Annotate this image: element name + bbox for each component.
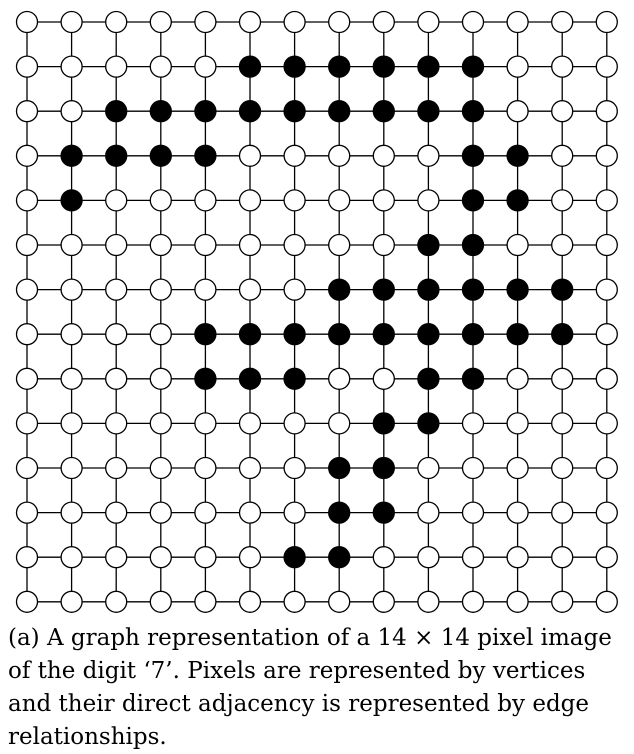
vertex-empty <box>106 190 127 211</box>
vertex-filled <box>106 101 127 122</box>
vertex-empty <box>507 547 528 568</box>
vertex-empty <box>596 547 617 568</box>
vertex-empty <box>596 324 617 345</box>
vertex-empty <box>418 12 439 33</box>
vertex-empty <box>61 56 82 77</box>
vertex-filled <box>284 368 305 389</box>
vertex-empty <box>240 502 261 523</box>
vertex-filled <box>284 101 305 122</box>
vertex-empty <box>418 591 439 612</box>
vertex-empty <box>596 190 617 211</box>
vertex-empty <box>507 101 528 122</box>
vertex-empty <box>150 235 171 256</box>
vertex-empty <box>240 279 261 300</box>
vertex-empty <box>463 12 484 33</box>
vertex-empty <box>150 502 171 523</box>
vertex-empty <box>373 368 394 389</box>
vertex-empty <box>507 235 528 256</box>
vertex-filled <box>195 145 216 166</box>
vertex-empty <box>195 279 216 300</box>
vertex-empty <box>596 591 617 612</box>
vertex-filled <box>195 324 216 345</box>
vertex-filled <box>463 145 484 166</box>
vertex-filled <box>329 56 350 77</box>
vertex-empty <box>373 235 394 256</box>
vertex-empty <box>596 145 617 166</box>
vertex-filled <box>195 101 216 122</box>
vertex-empty <box>61 547 82 568</box>
vertex-empty <box>418 547 439 568</box>
vertex-empty <box>61 324 82 345</box>
vertex-empty <box>195 413 216 434</box>
vertex-empty <box>284 235 305 256</box>
vertex-filled <box>507 145 528 166</box>
vertex-empty <box>552 12 573 33</box>
vertex-filled <box>418 235 439 256</box>
vertex-empty <box>17 591 38 612</box>
vertex-empty <box>17 547 38 568</box>
vertex-empty <box>61 235 82 256</box>
vertex-empty <box>507 12 528 33</box>
vertex-filled <box>284 56 305 77</box>
vertex-empty <box>106 458 127 479</box>
vertex-empty <box>240 235 261 256</box>
vertex-filled <box>284 324 305 345</box>
vertex-empty <box>373 591 394 612</box>
vertex-empty <box>373 547 394 568</box>
vertex-empty <box>552 591 573 612</box>
vertex-filled <box>507 324 528 345</box>
vertex-empty <box>418 145 439 166</box>
vertex-filled <box>463 101 484 122</box>
vertex-filled <box>61 145 82 166</box>
vertex-empty <box>106 12 127 33</box>
vertex-empty <box>106 368 127 389</box>
vertex-empty <box>106 56 127 77</box>
vertex-empty <box>596 56 617 77</box>
vertex-filled <box>373 502 394 523</box>
vertex-empty <box>106 324 127 345</box>
vertex-filled <box>552 324 573 345</box>
vertex-filled <box>150 101 171 122</box>
vertex-empty <box>552 413 573 434</box>
vertex-empty <box>17 145 38 166</box>
vertex-empty <box>61 368 82 389</box>
vertex-empty <box>17 324 38 345</box>
vertex-empty <box>106 547 127 568</box>
vertex-filled <box>463 368 484 389</box>
vertex-filled <box>418 324 439 345</box>
vertex-empty <box>284 145 305 166</box>
vertex-empty <box>150 547 171 568</box>
vertex-filled <box>240 56 261 77</box>
vertex-empty <box>596 101 617 122</box>
vertex-empty <box>552 547 573 568</box>
vertex-empty <box>552 502 573 523</box>
vertex-empty <box>195 458 216 479</box>
vertex-empty <box>552 56 573 77</box>
vertex-empty <box>195 56 216 77</box>
vertex-empty <box>552 101 573 122</box>
vertex-filled <box>418 413 439 434</box>
vertex-filled <box>373 101 394 122</box>
vertex-filled <box>106 145 127 166</box>
vertex-empty <box>463 458 484 479</box>
vertex-empty <box>240 190 261 211</box>
vertex-empty <box>61 413 82 434</box>
vertex-empty <box>17 12 38 33</box>
vertex-empty <box>17 235 38 256</box>
vertex-empty <box>150 458 171 479</box>
vertex-empty <box>150 368 171 389</box>
vertex-empty <box>61 279 82 300</box>
vertex-filled <box>418 56 439 77</box>
vertex-empty <box>373 145 394 166</box>
vertex-empty <box>150 190 171 211</box>
vertex-filled <box>463 190 484 211</box>
vertex-empty <box>150 12 171 33</box>
vertex-empty <box>240 413 261 434</box>
vertex-filled <box>329 324 350 345</box>
vertex-empty <box>373 12 394 33</box>
vertex-filled <box>463 56 484 77</box>
vertex-empty <box>195 12 216 33</box>
vertex-filled <box>418 101 439 122</box>
vertex-empty <box>195 235 216 256</box>
vertex-empty <box>552 145 573 166</box>
vertex-empty <box>552 190 573 211</box>
vertex-filled <box>240 324 261 345</box>
vertex-empty <box>150 324 171 345</box>
vertex-filled <box>373 458 394 479</box>
vertex-empty <box>17 101 38 122</box>
vertex-filled <box>240 101 261 122</box>
vertex-empty <box>17 190 38 211</box>
vertex-empty <box>106 413 127 434</box>
vertex-filled <box>418 368 439 389</box>
vertex-empty <box>596 413 617 434</box>
vertex-empty <box>106 502 127 523</box>
vertex-empty <box>150 413 171 434</box>
vertex-empty <box>329 368 350 389</box>
vertex-filled <box>329 547 350 568</box>
vertex-empty <box>17 413 38 434</box>
vertex-empty <box>61 591 82 612</box>
vertex-empty <box>418 502 439 523</box>
vertex-empty <box>284 502 305 523</box>
vertex-empty <box>106 279 127 300</box>
vertex-empty <box>507 368 528 389</box>
vertex-filled <box>373 279 394 300</box>
vertex-filled <box>61 190 82 211</box>
vertex-filled <box>373 324 394 345</box>
vertex-empty <box>329 145 350 166</box>
figure-caption: (a) A graph representation of a 14 × 14 pixel image of the digit ‘7’. Pixels are represented by vertices and their direct adjacency is represented by edge relationships. <box>8 625 612 750</box>
vertex-empty <box>507 502 528 523</box>
vertex-empty <box>284 591 305 612</box>
vertex-empty <box>596 502 617 523</box>
vertex-empty <box>150 591 171 612</box>
vertex-empty <box>61 458 82 479</box>
vertex-filled <box>240 368 261 389</box>
vertex-empty <box>329 12 350 33</box>
vertex-filled <box>507 190 528 211</box>
vertex-empty <box>596 235 617 256</box>
vertex-empty <box>106 235 127 256</box>
vertex-filled <box>463 235 484 256</box>
vertex-empty <box>329 591 350 612</box>
vertex-empty <box>150 56 171 77</box>
vertex-empty <box>284 190 305 211</box>
vertex-filled <box>150 145 171 166</box>
vertex-empty <box>61 502 82 523</box>
vertex-empty <box>284 12 305 33</box>
vertex-empty <box>596 458 617 479</box>
vertex-empty <box>463 502 484 523</box>
vertex-empty <box>284 279 305 300</box>
vertex-filled <box>329 458 350 479</box>
vertex-empty <box>596 279 617 300</box>
vertex-filled <box>463 279 484 300</box>
vertex-filled <box>373 56 394 77</box>
vertex-empty <box>596 12 617 33</box>
vertex-empty <box>418 458 439 479</box>
vertex-empty <box>195 190 216 211</box>
vertex-filled <box>329 101 350 122</box>
vertex-empty <box>240 145 261 166</box>
vertex-empty <box>195 502 216 523</box>
vertex-empty <box>507 591 528 612</box>
vertex-filled <box>552 279 573 300</box>
vertex-empty <box>240 547 261 568</box>
vertex-filled <box>284 547 305 568</box>
vertex-empty <box>552 235 573 256</box>
vertex-empty <box>552 458 573 479</box>
vertex-empty <box>240 591 261 612</box>
vertex-empty <box>329 235 350 256</box>
vertex-empty <box>463 547 484 568</box>
vertex-empty <box>507 458 528 479</box>
vertex-filled <box>373 413 394 434</box>
vertex-filled <box>463 324 484 345</box>
vertex-empty <box>195 591 216 612</box>
vertex-filled <box>329 279 350 300</box>
vertex-empty <box>61 12 82 33</box>
vertex-empty <box>17 368 38 389</box>
vertex-empty <box>17 56 38 77</box>
vertex-filled <box>507 279 528 300</box>
vertex-empty <box>373 190 394 211</box>
vertex-empty <box>17 458 38 479</box>
vertex-empty <box>240 458 261 479</box>
vertex-empty <box>61 101 82 122</box>
vertex-empty <box>463 591 484 612</box>
vertex-empty <box>150 279 171 300</box>
vertex-empty <box>195 547 216 568</box>
vertex-empty <box>329 413 350 434</box>
vertex-empty <box>17 502 38 523</box>
vertex-empty <box>329 190 350 211</box>
vertices <box>17 12 618 613</box>
vertex-empty <box>284 413 305 434</box>
vertex-empty <box>507 56 528 77</box>
vertex-empty <box>418 190 439 211</box>
vertex-empty <box>463 413 484 434</box>
vertex-empty <box>596 368 617 389</box>
vertex-empty <box>17 279 38 300</box>
vertex-filled <box>195 368 216 389</box>
vertex-empty <box>552 368 573 389</box>
vertex-filled <box>329 502 350 523</box>
vertex-filled <box>418 279 439 300</box>
vertex-empty <box>507 413 528 434</box>
vertex-empty <box>106 591 127 612</box>
vertex-empty <box>284 458 305 479</box>
vertex-empty <box>240 12 261 33</box>
